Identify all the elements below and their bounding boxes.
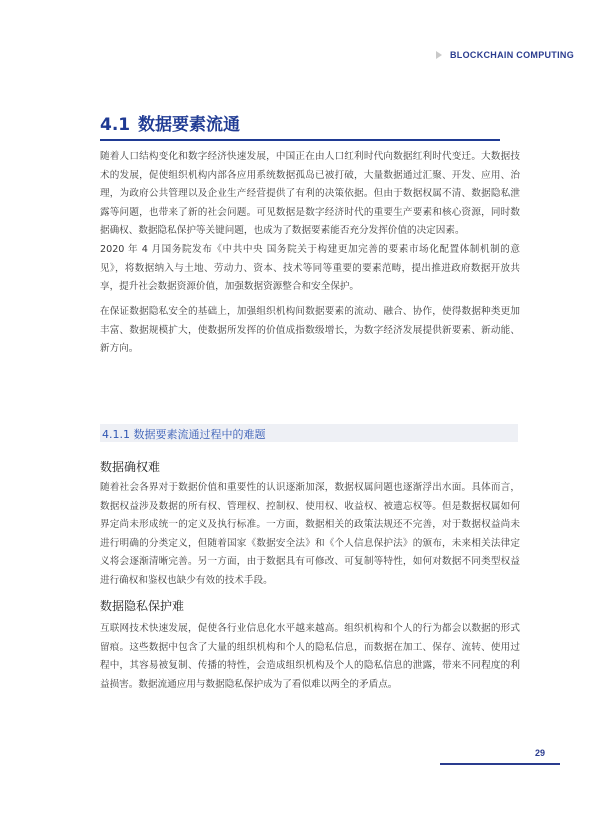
paragraph-intro: 随着人口结构变化和数字经济快速发展，中国正在由人口红利时代向数据红利时代变迁。大数据技术的发展，促使组织机构内部各应用系统数据孤岛已被打破，大量数据通过汇聚、开发、应用、治理，为政府公共管理以及企业生产经营提供了有利的决策依据。但由于数据权属不清、数据隐私泄露等问题，也带来了新的社会问题。可见数据是数字经济时代的重要生产要素和核心资源，同时数据确权、数据隐私保护等关键问题，也成为了数据要素能否充分发挥价值的决定因素。	[100, 151, 520, 236]
paragraph-policy: 2020 年 4 月国务院发布《中共中央 国务院关于构建更加完善的要素市场化配置体制机制的意见》，将数据纳入与土地、劳动力、资本、技术等同等重要的要素范畴，提出推进政府数据开放共享，提升社会数据资源价值，加强数据资源整合和安全保护。	[100, 244, 520, 292]
topic-heading-ownership: 数据确权难	[100, 460, 161, 474]
header-label: BLOCKCHAIN COMPUTING	[450, 50, 574, 60]
section-title-text: 数据要素流通	[138, 115, 241, 135]
topic-heading-privacy: 数据隐私保护难	[100, 599, 185, 613]
running-header	[436, 50, 574, 60]
section-title	[100, 110, 500, 141]
page-number: 29	[535, 748, 546, 758]
section-number: 4.1	[100, 115, 131, 135]
topic-text-ownership: 随着社会各界对于数据价值和重要性的认识逐渐加深，数据权属问题也逐渐浮出水面。具体而言，数据权益涉及数据的所有权、管理权、控制权、使用权、收益权、被遗忘权等。但是数据权属如何界定尚未形成统一的定义及执行标准。一方面，数据相关的政策法规还不完善，对于数据权益尚未进行明确的分类定义，但随着国家《数据安全法》和《个人信息保护法》的颁布，未来相关法律定义将会逐渐清晰完善。另一方面，由于数据具有可修改、可复制等特性，如何对数据不同类型权益进行确权和鉴权也缺少有效的技术手段。	[100, 482, 520, 586]
arrow-icon	[436, 51, 442, 59]
footer-rule	[440, 763, 560, 765]
topic-text-privacy: 互联网技术快速发展，促使各行业信息化水平越来越高。组织机构和个人的行为都会以数据的形式留痕。这些数据中包含了大量的组织机构和个人的隐私信息，而数据在加工、保存、流转、使用过程中，其容易被复制、传播的特性，会造成组织机构及个人的隐私信息的泄露，带来不同程度的利益损害。数据流通应用与数据隐私保护成为了看似难以两全的矛盾点。	[100, 623, 520, 690]
subsection-title: 4.1.1 数据要素流通过程中的难题	[100, 424, 518, 442]
paragraph-value: 在保证数据隐私安全的基础上，加强组织机构间数据要素的流动、融合、协作，使得数据种类更加丰富、数据规模扩大，使数据所发挥的价值成指数级增长，为数字经济发展提供新要素、新动能、新方向。	[100, 306, 520, 354]
